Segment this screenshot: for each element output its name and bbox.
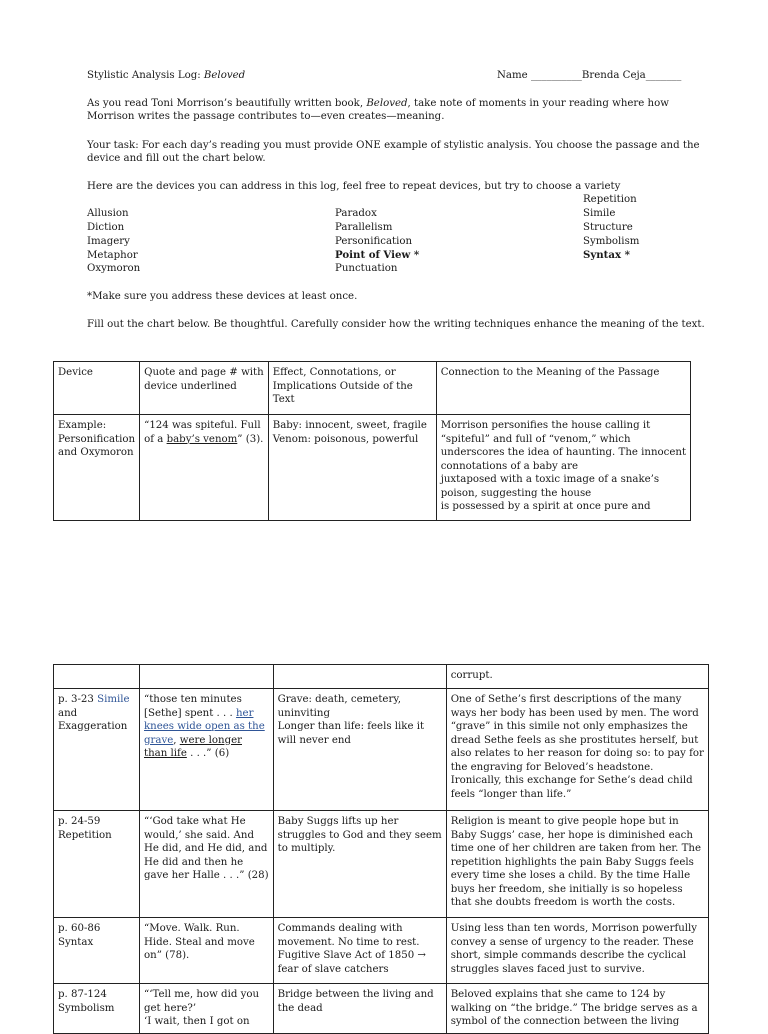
- device-symbolism: Symbolism: [583, 236, 640, 247]
- row-device: p. 24-59 Repetition: [54, 811, 140, 918]
- header-quote: Quote and page # with device underlined: [140, 362, 269, 415]
- example-quote: “124 was spiteful. Full of a baby’s venom” (3).: [140, 415, 269, 521]
- table-row: [54, 811, 709, 918]
- row-effect: Commands dealing with movement. No time to rest. Fugitive Slave Act of 1850 → fear of slave catchers: [273, 918, 446, 984]
- example-connection: Morrison personifies the house calling it “spiteful” and full of “venom,” which underscores the idea of haunting. The innocent connotations of a baby are juxtaposed with a toxic image of a snake’s poison, suggesting the house is possessed by a spirit at once pure and: [436, 415, 690, 521]
- cont-connection: corrupt.: [446, 665, 708, 689]
- table-row: [54, 689, 709, 811]
- table-header-row: [54, 362, 691, 415]
- row-quote: “Move. Walk. Run. Hide. Steal and move on” (78).: [140, 918, 274, 984]
- device-metaphor: Metaphor: [87, 250, 138, 261]
- task-line-2: device and fill out the chart below.: [87, 153, 266, 164]
- table-row-continuation: [54, 665, 709, 689]
- device-repetition: Repetition: [583, 194, 637, 205]
- row-effect: Grave: death, cemetery, uninviting Longer than life: feels like it will never end: [273, 689, 446, 811]
- table-row: [54, 918, 709, 984]
- device-imagery: Imagery: [87, 236, 130, 247]
- device-diction: Diction: [87, 222, 125, 233]
- header-connection: Connection to the Meaning of the Passage: [436, 362, 690, 415]
- table-row-example: [54, 415, 691, 521]
- cont-device: [54, 665, 140, 689]
- example-effect: Baby: innocent, sweet, fragile Venom: poisonous, powerful: [268, 415, 436, 521]
- device-simile: Simile: [583, 208, 616, 219]
- device-parallelism: Parallelism: [335, 222, 393, 233]
- cont-quote: [140, 665, 274, 689]
- row-connection: One of Sethe’s first descriptions of the many ways her body has been used by men. The word “grave” in this simile not only emphasizes the dread Sethe feels as she prostitutes herself, but also relates to her reason for doing so: to pay for the engraving for Beloved’s headstone. Ironically, this exchange for Sethe’s dead child feels “longer than life.”: [446, 689, 708, 811]
- row-quote: “‘God take what He would,’ she said. And He did, and He did, and He did and then he gave her Halle . . .” (28): [140, 811, 274, 918]
- row-device: p. 3-23 Simile and Exaggeration: [54, 689, 140, 811]
- device-punctuation: Punctuation: [335, 263, 398, 274]
- name-field: Name __________Brenda Ceja_______: [497, 70, 682, 81]
- header-effect: Effect, Connotations, or Implications Outside of the Text: [268, 362, 436, 415]
- device-allusion: Allusion: [87, 208, 129, 219]
- device-point-of-view: Point of View *: [335, 249, 420, 261]
- row-device: p. 60-86 Syntax: [54, 918, 140, 984]
- device-personification: Personification: [335, 236, 413, 247]
- example-device: Example: Personification and Oxymoron: [54, 415, 140, 521]
- task-line-1: Your task: For each day’s reading you must provide ONE example of stylistic analysis. You choose the passage and the: [87, 140, 700, 151]
- device-paradox: Paradox: [335, 208, 377, 219]
- analysis-table-1: [53, 361, 691, 521]
- row-effect: Baby Suggs lifts up her struggles to God and they seem to multiply.: [273, 811, 446, 918]
- device-syntax: Syntax *: [583, 249, 630, 261]
- analysis-table-2: [53, 664, 709, 1034]
- row-quote: “those ten minutes [Sethe] spent . . . her knees wide open as the grave, were longer than life . . .” (6): [140, 689, 274, 811]
- row-device: p. 87-124 Symbolism: [54, 984, 140, 1034]
- devices-intro: Here are the devices you can address in this log, feel free to repeat devices, but try to choose a variety: [87, 181, 621, 192]
- row-connection: Religion is meant to give people hope but in Baby Suggs’ case, her hope is diminished each time one of her children are taken from her. The repetition highlights the pain Baby Suggs feels every time she loses a child. By the time Halle buys her freedom, she initially is so hopeless that she doubts freedom is worth the costs.: [446, 811, 708, 918]
- log-title: Stylistic Analysis Log: Beloved: [87, 70, 246, 81]
- row-effect: Bridge between the living and the dead: [273, 984, 446, 1034]
- row-quote: “‘Tell me, how did you get here?’ ‘I wait, then I got on: [140, 984, 274, 1034]
- intro-line-2: Morrison writes the passage contributes to—even creates—meaning.: [87, 111, 445, 122]
- asterisk-note: *Make sure you address these devices at least once.: [87, 291, 358, 302]
- intro-line-1: As you read Toni Morrison’s beautifully written book, Beloved, take note of moments in your reading where how: [87, 98, 669, 109]
- row-connection: Beloved explains that she came to 124 by walking on “the bridge.” The bridge serves as a symbol of the connection between the living: [446, 984, 708, 1034]
- header-device: Device: [54, 362, 140, 415]
- device-structure: Structure: [583, 222, 633, 233]
- chart-instruction: Fill out the chart below. Be thoughtful. Carefully consider how the writing techniques enhance the meaning of the text.: [87, 319, 705, 330]
- row-connection: Using less than ten words, Morrison powerfully convey a sense of urgency to the reader. These short, simple commands describe the cyclical struggles slaves faced just to survive.: [446, 918, 708, 984]
- cont-effect: [273, 665, 446, 689]
- device-oxymoron: Oxymoron: [87, 263, 141, 274]
- table-row: [54, 984, 709, 1034]
